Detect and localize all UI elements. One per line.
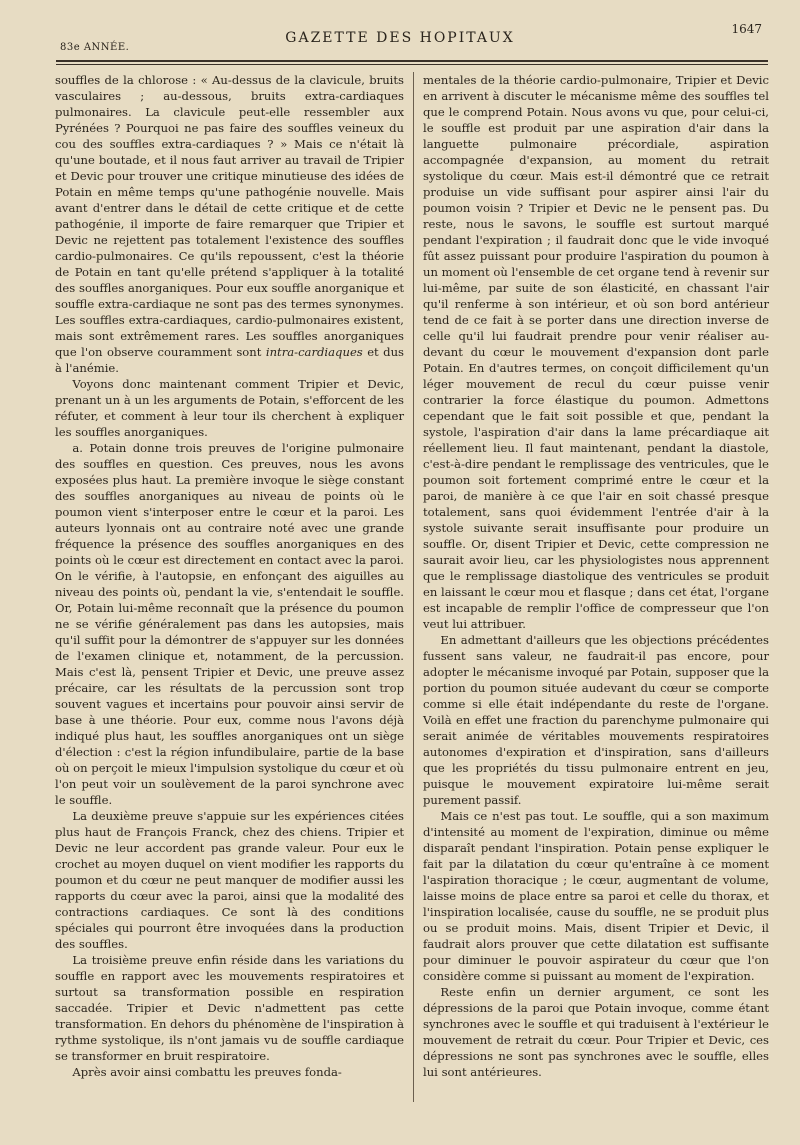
paragraph: Mais ce n'est pas tout. Le souffle, qui a son maximum d'intensité au moment de l'expiration, diminue ou même disparaît pendant l'inspiration. Potain pense expliquer le fait par la dilatation du cœur qu'entraîne à ce moment l'aspiration thoracique ; le cœur, augmentant de volume, laisse moins de place entre sa paroi et celle du thorax, et l'inspiration localisée, cause du souffle, ne se produit plus ou se produit moins. Mais, disent Tripier et Devic, il faudrait alors prouver que cette dilatation est suffisante pour diminuer le pouvoir aspirateur du cœur que l'on considère comme si puissant au moment de l'expiration. [423, 809, 769, 983]
paragraph: Voyons donc maintenant comment Tripier et Devic, prenant un à un les arguments de Potain, s'efforcent de les réfuter, et comment à leur tour ils cherchent à expliquer les souffles anorganiques. [55, 377, 404, 439]
italic-term: intra-cardiaques [265, 345, 363, 359]
left-column [55, 72, 404, 1080]
paragraph: mentales de la théorie cardio-pulmonaire, Tripier et Devic en arrivent à discuter le mécanisme même des souffles tel que le comprend Potain. Nous avons vu que, pour celui-ci, le souffle est produit par une aspiration d'air dans la languette pulmonaire précordiale, aspiration accompagnée d'expansion, au moment du retrait systolique du cœur. Mais est-il démontré que ce retrait produise un vide suffisant pour aspirer ainsi l'air du poumon voisin ? Tripier et Devic ne le pensent pas. Du reste, nous le savons, le souffle est surtout marqué pendant l'expiration ; il faudrait donc que le vide invoqué fût assez puissant pour produire l'aspiration du poumon à un moment où l'ensemble de cet organe tend à revenir sur lui-même, par suite de son élasticité, en chassant l'air qu'il renferme à son intérieur, et où son bord antérieur tend de ce fait à se porter dans une direction inverse de celle qu'il lui faudrait prendre pour venir réaliser au-devant du cœur le mouvement d'expansion dont parle Potain. En d'autres termes, on conçoit difficilement qu'un léger mouvement de recul du cœur puisse venir contrarier la force élastique du poumon. Admettons cependant que le fait soit possible et que, pendant la systole, l'aspiration d'air dans la lame précardiaque ait réellement lieu. Il faut maintenant, pendant la diastole, c'est-à-dire pendant le remplissage des ventricules, que le poumon soit fortement comprimé entre le cœur et la paroi, de manière à ce que l'air en soit chassé presque totalement, sans quoi évidemment l'entrée d'air à la systole suivante serait insuffisante pour produire un souffle. Or, disent Tripier et Devic, cette compression ne saurait avoir lieu, car les physiologistes nous apprennent que le remplissage diastolique des ventricules se produit en laissant le cœur mou et flasque ; dans cet état, l'organe est incapable de remplir l'office de compresseur que l'on veut lui attribuer. [423, 73, 769, 631]
page-number: 1647 [731, 22, 762, 36]
paragraph: En admettant d'ailleurs que les objections précédentes fussent sans valeur, ne faudrait-il pas encore, pour adopter le mécanisme invoqué par Potain, supposer que la portion du poumon située audevant du cœur se comporte comme si elle était indépendante du reste de l'organe. Voilà en effet une fraction du parenchyme pulmonaire qui serait animée de véritables mouvements respiratoires autonomes d'expiration et d'inspiration, sans d'ailleurs que les propriétés du tissu pulmonaire entrent en jeu, puisque le mouvement expiratoire lui-même serait purement passif. [423, 633, 769, 807]
column-divider [413, 72, 414, 1102]
paragraph: La troisième preuve enfin réside dans les variations du souffle en rapport avec les mouvements respiratoires et surtout sa transformation possible en respiration saccadée. Tripier et Devic n'admettent pas cette transformation. En dehors du phénomène de l'inspiration à rythme systolique, ils n'ont jamais vu de souffle cardiaque se transformer en bruit respiratoire. [55, 953, 404, 1063]
paragraph: souffles de la chlorose : « Au-dessus de la clavicule, bruits vasculaires ; au-dessous, bruits extra-cardiaques pulmonaires. La clavicule peut-elle ressembler aux Pyrénées ? Pourquoi ne pas faire des souffles veineux du cou des souffles extra-cardiaques ? » Mais ce n'était là qu'une boutade, et il nous faut arriver au travail de Tripier et Devic pour trouver une critique minutieuse des idées de Potain en même temps qu'une pathogénie nouvelle. Mais avant d'entrer dans le détail de cette critique et de cette pathogénie, il importe de faire remarquer que Tripier et Devic ne rejettent pas totalement l'existence des souffles cardio-pulmonaires. Ce qu'ils repoussent, c'est la théorie de Potain en tant qu'elle prétend s'appliquer à la totalité des souffles anorganiques. Pour eux souffle anorganique et souffle extra-cardiaque ne sont pas des termes synonymes. Les souffles extra-cardiaques, cardio-pulmonaires existent, mais sont extrêmement rares. Les souffles anorganiques que l'on observe couramment sont intra-cardiaques et dus à l'anémie. [55, 73, 404, 375]
header-rule-thick [56, 60, 768, 62]
right-column [423, 72, 769, 1080]
header-rule-thin [56, 64, 768, 65]
page-header [0, 0, 800, 62]
paragraph: Après avoir ainsi combattu les preuves fonda- [72, 1065, 342, 1079]
issue-year-label: 83e ANNÉE. [60, 42, 130, 53]
paragraph: Reste enfin un dernier argument, ce sont les dépressions de la paroi que Potain invoque, comme étant synchrones avec le souffle et qui traduisent à l'extérieur le mouvement de retrait du cœur. Pour Tripier et Devic, ces dépressions ne sont pas synchrones avec le souffle, elles lui sont antérieures. [423, 985, 769, 1079]
paragraph: La deuxième preuve s'appuie sur les expériences citées plus haut de François Franck, chez des chiens. Tripier et Devic ne leur accordent pas grande valeur. Pour eux le crochet au moyen duquel on vient modifier les rapports du poumon et du cœur ne peut manquer de modifier aussi les rapports du cœur avec la paroi, ainsi que la modalité des contractions cardiaques. Ce sont là des conditions spéciales qui pourront être invoquées dans la production des souffles. [55, 809, 404, 951]
paragraph: a. Potain donne trois preuves de l'origine pulmonaire des souffles en question. Ces preuves, nous les avons exposées plus haut. La première invoque le siège constant des souffles anorganiques au niveau de points où le poumon vient s'interposer entre le cœur et la paroi. Les auteurs lyonnais ont au contraire noté avec une grande fréquence la présence des souffles anorganiques en des points où le cœur est directement en contact avec la paroi. On le vérifie, à l'autopsie, en enfonçant des aiguilles au niveau des points où, pendant la vie, s'entendait le souffle. Or, Potain lui-même reconnaît que la présence du poumon ne se vérifie généralement pas dans les autopsies, mais qu'il suffit pour la démontrer de s'appuyer sur les données de l'examen clinique et, notamment, de la percussion. Mais c'est là, pensent Tripier et Devic, une preuve assez précaire, car les résultats de la percussion sont trop souvent vagues et incertains pour pouvoir ainsi servir de base à une théorie. Pour eux, comme nous l'avons déjà indiqué plus haut, les souffles anorganiques ont un siège d'élection : c'est la région infundibulaire, partie de la base où on perçoit le mieux l'impulsion systolique du cœur et où l'on peut voir un soulèvement de la paroi synchrone avec le souffle. [55, 441, 404, 807]
journal-title: GAZETTE DES HOPITAUX [285, 30, 515, 46]
